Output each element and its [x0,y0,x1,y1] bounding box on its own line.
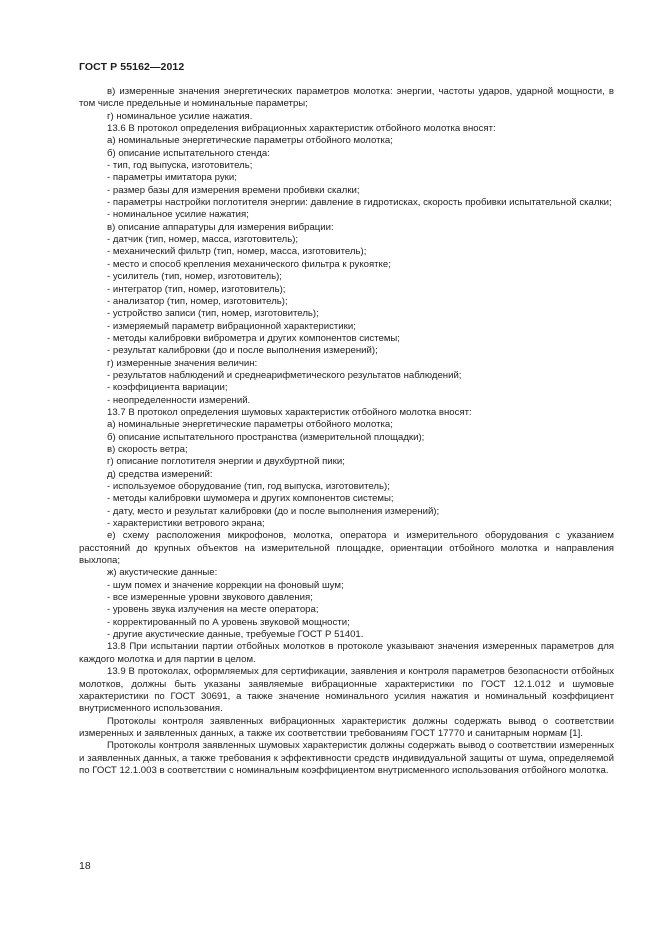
paragraph: е) схему расположения микрофонов, молотка, оператора и измерительного оборудования с указанием расстояний до крупных объектов на измерительной площадке, ориентации отбойного молотка и направления выхлопа; [79,530,614,567]
paragraph: ж) акустические данные: [107,567,218,579]
list-item: - другие акустические данные, требуемые ГОСТ Р 51401. [107,629,364,641]
paragraph: д) средства измерений: [107,468,213,480]
list-item: - уровень звука излучения на месте оператора; [107,604,319,616]
list-item: - параметры имитатора руки; [107,172,237,184]
list-item: - используемое оборудование (тип, год выпуска, изготовитель); [107,481,390,492]
document-body [79,86,614,777]
paragraph: Протоколы контроля заявленных шумовых характеристик должны содержать вывод о соответствии измеренных и заявленных данных, а также требования к эффективности средств индивидуальной защиты от шума, определяемой по ГОСТ 12.1.003 в соответствии с номинальным коэффициентом внутрисменного использования отбойного молотка. [79,740,614,776]
standard-header: ГОСТ Р 55162—2012 [79,61,185,73]
list-item: - дату, место и результат калибровки (до и после выполнения измерений); [107,505,440,517]
list-item: - тип, год выпуска, изготовитель; [107,160,253,172]
list-item: - датчик (тип, номер, масса, изготовитель); [107,234,299,246]
list-item: - номинальное усилие нажатия; [107,209,249,221]
paragraph: г) номинальное усилие нажатия. [107,110,253,122]
list-item: - интегратор (тип, номер, изготовитель); [107,283,286,295]
clause-13-8: 13.8 При испытании партии отбойных молотков в протоколе указывают значения измеренных параметров для каждого молотка и для партии в целом. [79,641,614,665]
list-item: - место и способ крепления механического фильтра к рукоятке; [107,258,391,270]
paragraph: а) номинальные энергетические параметры отбойного молотка; [107,419,393,431]
list-item: - шум помех и значение коррекции на фоновый шум; [107,579,344,591]
list-item: - все измеренные уровни звукового давления; [107,592,313,604]
list-item: - корректированный по А уровень звуковой мощности; [107,616,350,628]
list-item: - методы калибровки виброметра и других компонентов системы; [107,332,400,344]
clause-13-6: 13.6 В протокол определения вибрационных характеристик отбойного молотка вносят: [107,123,496,135]
paragraph: г) описание поглотителя энергии и двухбуртной пики; [107,456,345,468]
list-item: - параметры настройки поглотителя энергии: давление в гидротисках, скорость пробивки испытательной скалки; [107,197,612,209]
list-item: - измеряемый параметр вибрационной характеристики; [107,320,356,332]
clause-13-7: 13.7 В протокол определения шумовых характеристик отбойного молотка вносят: [107,406,472,418]
list-item: - анализатор (тип, номер, изготовитель); [107,295,288,307]
list-item: - размер базы для измерения времени пробивки скалки; [107,184,360,196]
paragraph: Протоколы контроля заявленных вибрационных характеристик должны содержать вывод о соответствии измеренных и заявленных данных, а также их соответствии требованиям ГОСТ 17770 и санитарным нормам [1]. [79,715,614,739]
paragraph: б) описание испытательного пространства (измерительной площадки); [107,431,425,443]
paragraph: а) номинальные энергетические параметры отбойного молотка; [107,135,393,147]
page-number: 18 [79,860,91,872]
list-item: - коэффициента вариации; [107,382,228,394]
paragraph: г) измеренные значения величин: [107,357,258,369]
paragraph: б) описание испытательного стенда: [107,147,270,159]
clause-13-9: 13.9 В протоколах, оформляемых для сертификации, заявления и контроля параметров безопасности отбойных молотков, должны быть указаны заявляемые вибрационные характеристики по ГОСТ 12.1.012 и шумовые характеристики по ГОСТ 30691, а также значение номинального усилия нажатия и номинальный коэффициент внутрисменного использования. [79,666,614,715]
list-item: - усилитель (тип, номер, изготовитель); [107,271,282,283]
list-item: - характеристики ветрового экрана; [107,518,265,530]
paragraph: в) измеренные значения энергетических параметров молотка: энергии, частоты ударов, ударной мощности, в том числе предельные и номинальные параметры; [79,86,614,110]
paragraph: в) скорость ветра; [107,443,188,455]
list-item: - механический фильтр (тип, номер, масса, изготовитель); [107,246,367,258]
paragraph: в) описание аппаратуры для измерения вибрации: [107,221,334,233]
list-item: - неопределенности измерений. [107,394,251,406]
list-item: - методы калибровки шумомера и других компонентов системы; [107,493,394,505]
list-item: - устройство записи (тип, номер, изготовитель); [107,308,319,320]
list-item: - результат калибровки (до и после выполнения измерений); [107,345,378,357]
list-item: - результатов наблюдений и среднеарифметического результатов наблюдений; [107,369,462,381]
